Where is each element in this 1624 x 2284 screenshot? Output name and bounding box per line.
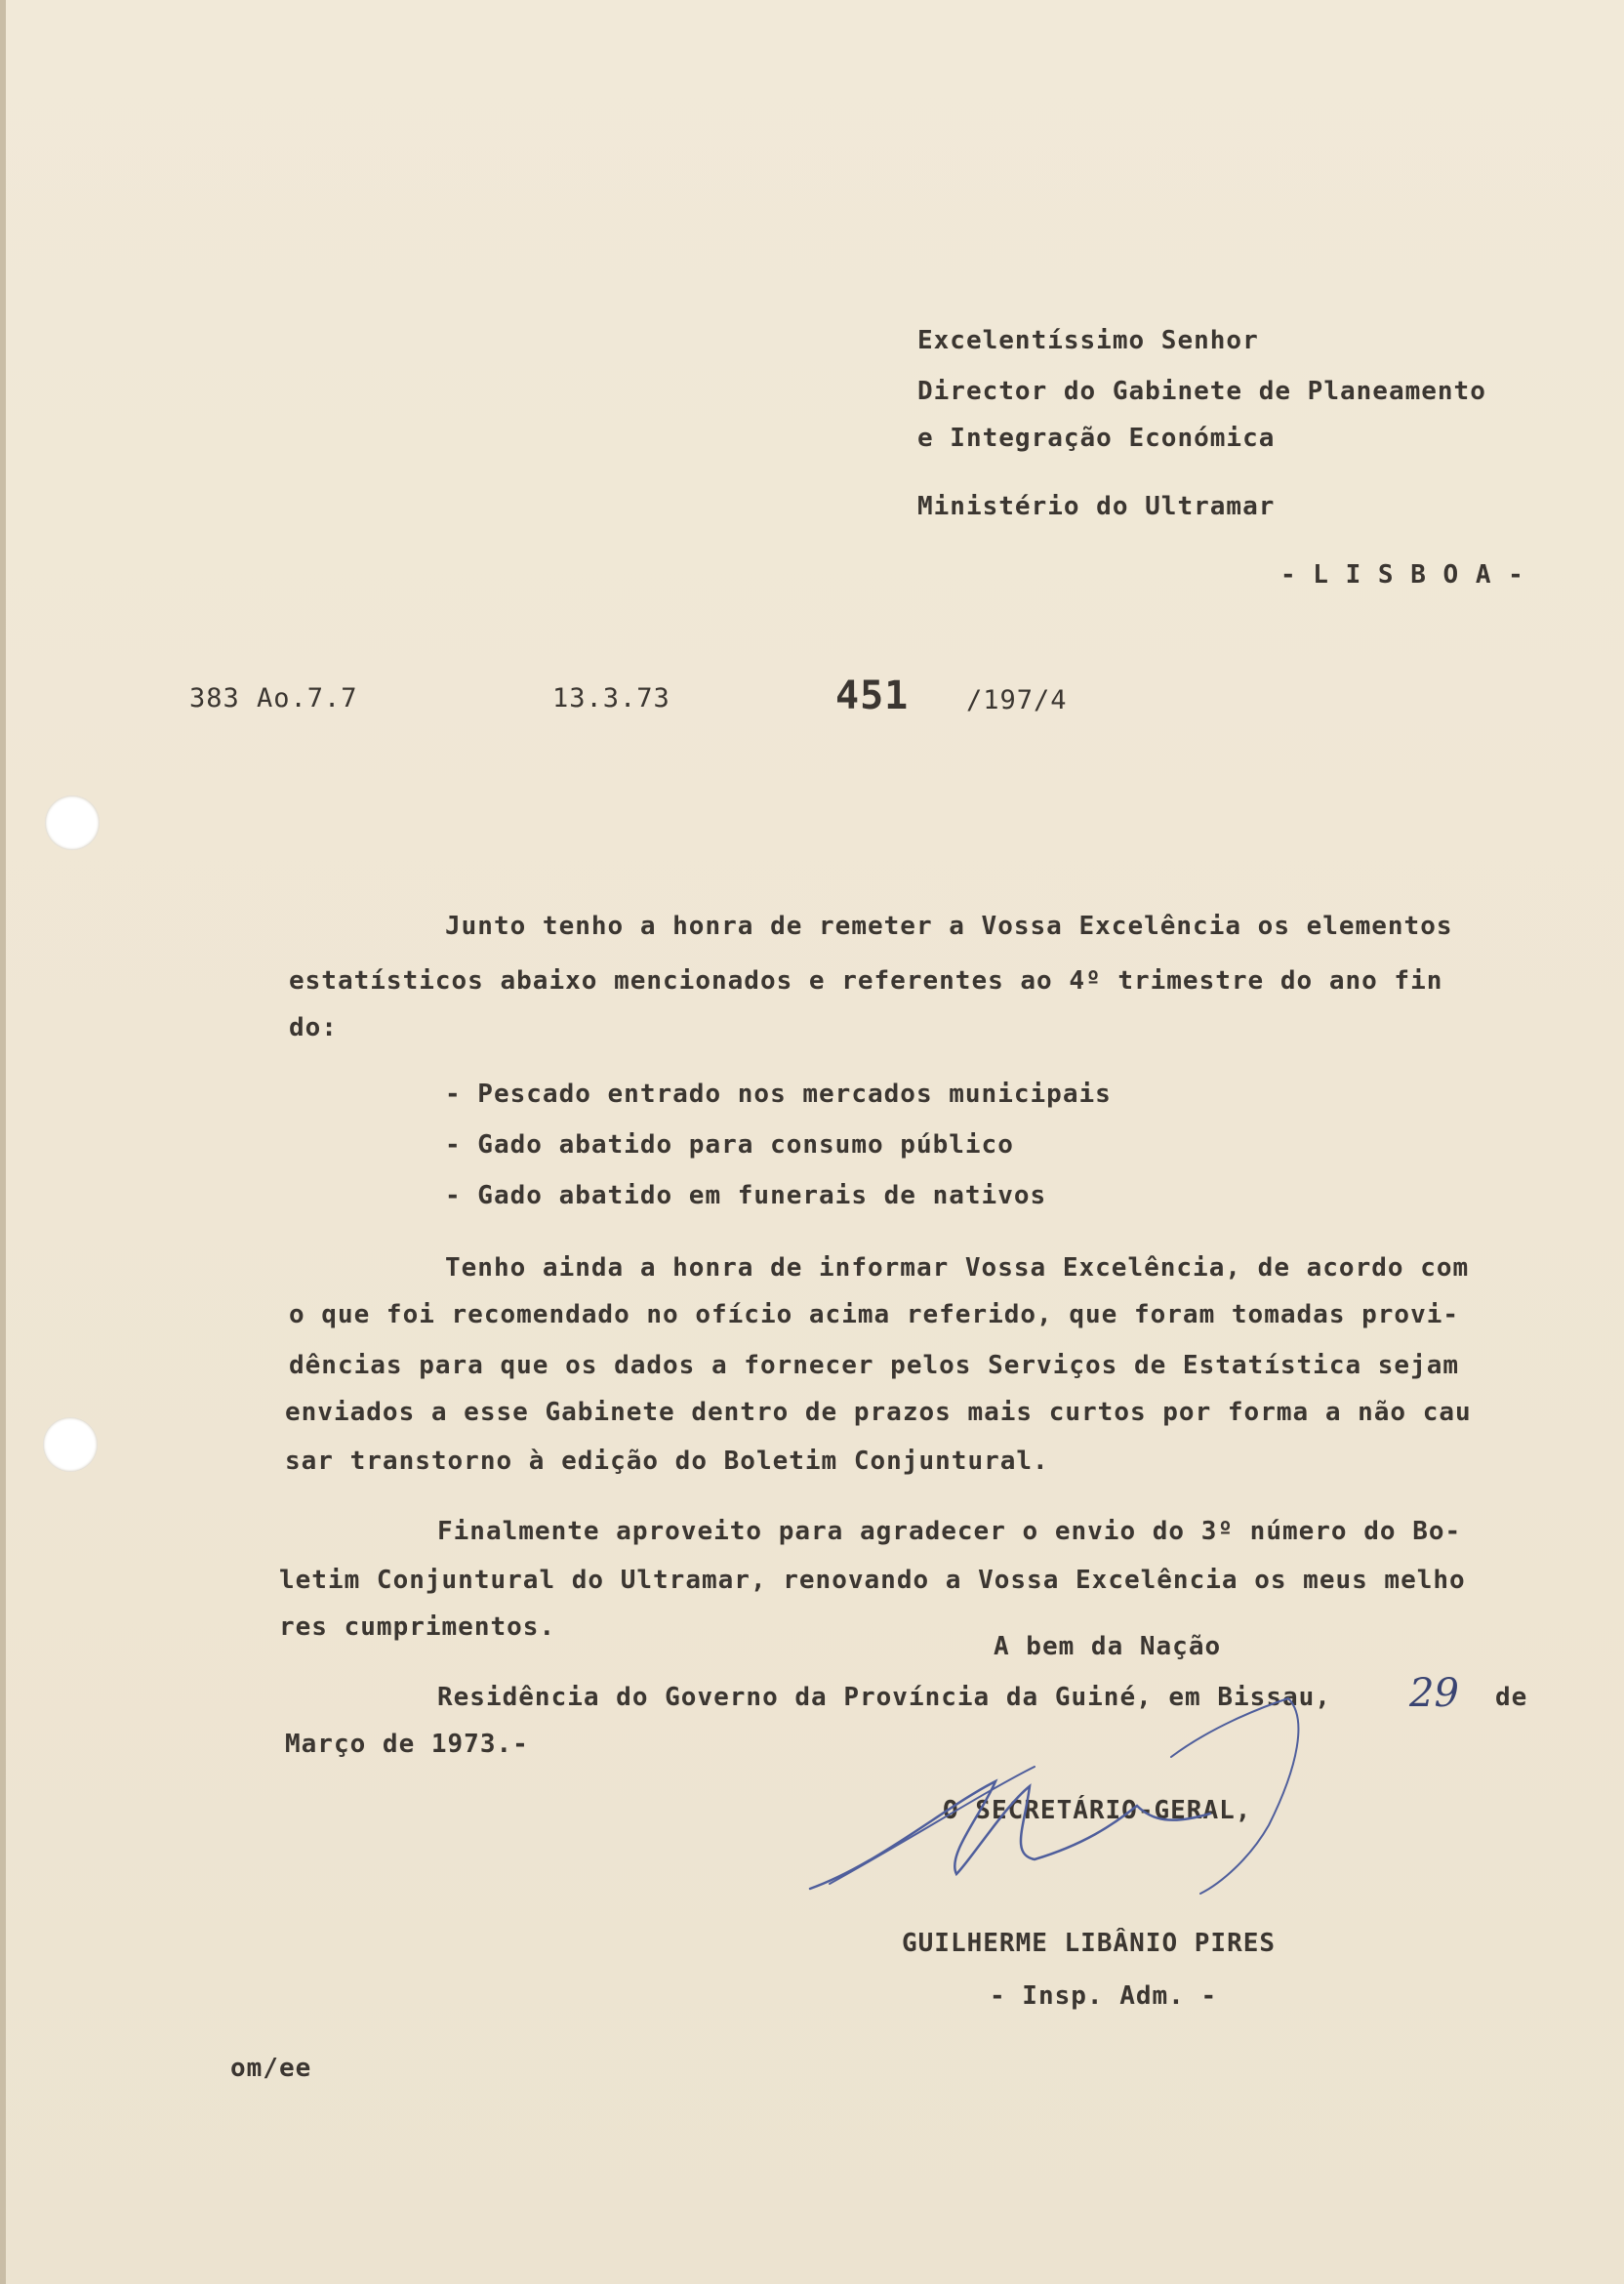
footer-initials: om/ee: [230, 2054, 312, 2083]
body-p1-line-1: Junto tenho a honra de remeter a Vossa Excelência os elementos: [445, 912, 1453, 941]
page-edge: [0, 0, 6, 2284]
list-item: - Gado abatido para consumo público: [445, 1130, 1014, 1160]
body-p1-line-3: do:: [289, 1013, 338, 1042]
place-de: de: [1495, 1683, 1528, 1712]
reference-year: /197/4: [966, 685, 1068, 715]
punch-hole-icon: [43, 1417, 98, 1472]
body-p1-line-2: estatísticos abaixo mencionados e referentes ao 4º trimestre do ano fin: [289, 966, 1443, 996]
addressee-line-4: Ministério do Ultramar: [917, 492, 1276, 521]
addressee-line-1: Excelentíssimo Senhor: [917, 326, 1259, 355]
signature-name: GUILHERME LIBÂNIO PIRES: [902, 1929, 1277, 1958]
place-line-1: Residência do Governo da Província da Guiné, em Bissau,: [437, 1683, 1331, 1712]
signature-role: - Insp. Adm. -: [990, 1981, 1218, 2011]
place-line-2: Março de 1973.-: [285, 1730, 529, 1759]
reference-number: 451: [835, 673, 910, 718]
addressee-city: - L I S B O A -: [1280, 560, 1524, 590]
body-p2-line-5: sar transtorno à edição do Boletim Conjuntural.: [285, 1447, 1049, 1476]
signature-title: O SECRETÁRIO-GERAL,: [943, 1796, 1252, 1825]
handwritten-day: 29: [1409, 1671, 1459, 1716]
closing-line: A bem da Nação: [994, 1632, 1222, 1661]
addressee-line-2: Director do Gabinete de Planeamento: [917, 377, 1486, 406]
body-p2-line-4: enviados a esse Gabinete dentro de prazos mais curtos por forma a não cau: [285, 1398, 1472, 1427]
punch-hole-icon: [45, 795, 100, 850]
body-p2-line-3: dências para que os dados a fornecer pelos Serviços de Estatística sejam: [289, 1351, 1460, 1380]
reference-date: 13.3.73: [552, 683, 670, 714]
list-item: - Gado abatido em funerais de nativos: [445, 1181, 1047, 1210]
body-p3-line-2: letim Conjuntural do Ultramar, renovando a Vossa Excelência os meus melho: [279, 1566, 1466, 1595]
body-p2-line-2: o que foi recomendado no ofício acima referido, que foram tomadas provi-: [289, 1300, 1460, 1329]
addressee-line-3: e Integração Económica: [917, 424, 1276, 453]
reference-code: 383 Ao.7.7: [189, 683, 358, 714]
body-p3-line-3: res cumprimentos.: [279, 1612, 556, 1642]
body-p3-line-1: Finalmente aproveito para agradecer o envio do 3º número do Bo-: [437, 1517, 1462, 1546]
list-item: - Pescado entrado nos mercados municipais: [445, 1080, 1112, 1109]
body-p2-line-1: Tenho ainda a honra de informar Vossa Excelência, de acordo com: [445, 1253, 1470, 1283]
handwritten-signature-icon: [800, 1689, 1405, 1923]
